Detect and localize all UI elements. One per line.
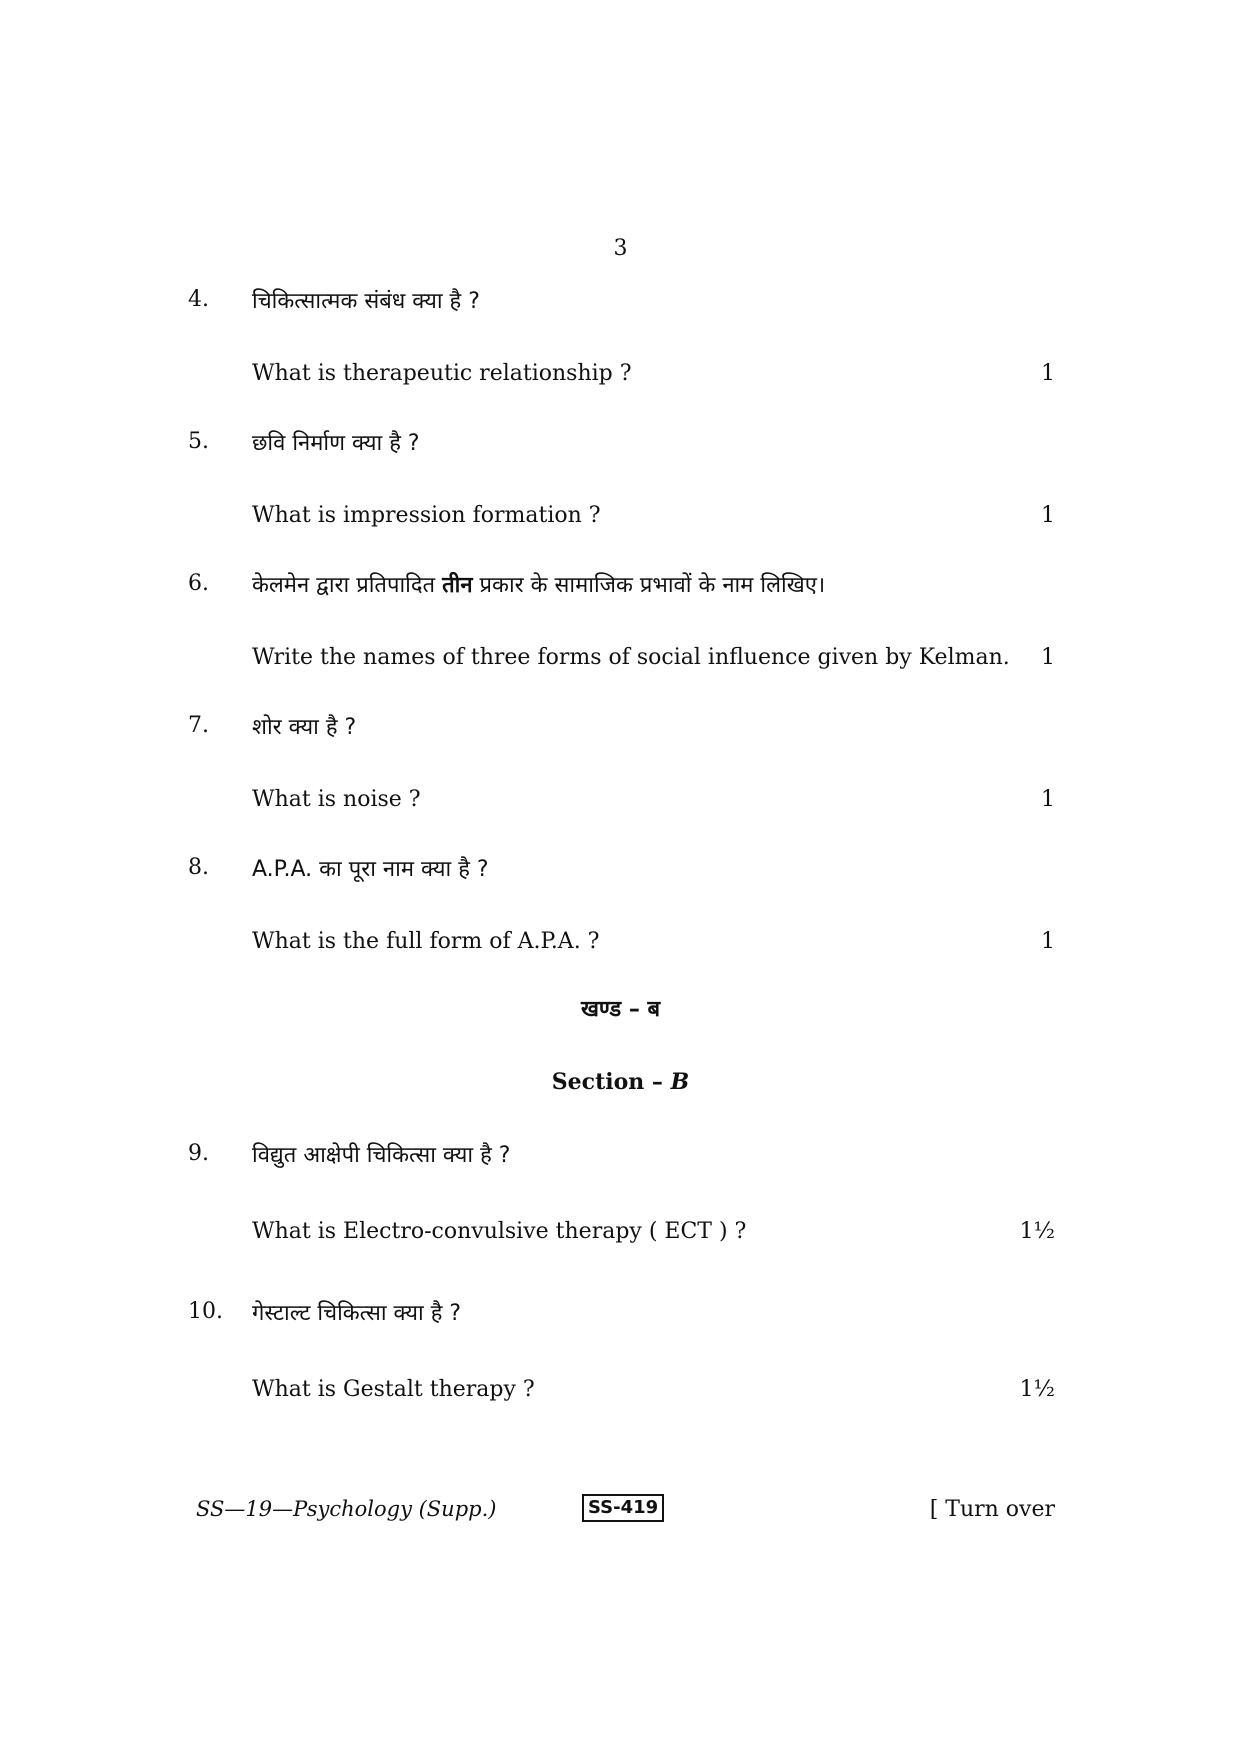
question-text-hindi: A.P.A. का पूरा नाम क्या है ?	[252, 857, 489, 882]
question-marks: 1	[1041, 361, 1055, 386]
question-marks: 1½	[1019, 1219, 1055, 1244]
question-text-english: What is Gestalt therapy ?	[252, 1377, 535, 1402]
question-text-hindi: गेस्टाल्ट चिकित्सा क्या है ?	[252, 1301, 462, 1326]
question-text-hindi: विद्युत आक्षेपी चिकित्सा क्या है ?	[252, 1143, 511, 1168]
question-text-english: What is Electro-convulsive therapy ( ECT ) ?	[252, 1219, 747, 1244]
question-number: 7.	[188, 713, 209, 738]
question-number: 10.	[188, 1299, 223, 1324]
question-marks: 1	[1041, 787, 1055, 812]
question-number: 8.	[188, 855, 209, 880]
question-text-hindi	[252, 569, 825, 599]
question-text-english: Write the names of three forms of social influence given by Kelman.	[252, 645, 1010, 670]
question-text-hindi-part: प्रकार के सामाजिक प्रभावों के नाम लिखिए।	[472, 573, 826, 598]
section-heading-hindi: खण्ड – ब	[580, 997, 661, 1022]
section-heading-prefix: Section –	[551, 1069, 671, 1095]
question-marks: 1½	[1019, 1377, 1055, 1402]
question-number: 5.	[188, 429, 209, 454]
question-number: 9.	[188, 1141, 209, 1166]
question-text-hindi: शोर क्या है ?	[252, 715, 357, 740]
question-text-hindi: छवि निर्माण क्या है ?	[252, 431, 420, 456]
question-marks: 1	[1041, 503, 1055, 528]
question-text-english: What is therapeutic relationship ?	[252, 361, 632, 386]
question-number: 4.	[188, 287, 209, 312]
section-heading-letter: B	[670, 1069, 690, 1095]
question-number: 6.	[188, 571, 209, 596]
footer-turn-over: [ Turn over	[929, 1497, 1055, 1522]
page-number: 3	[613, 236, 628, 261]
footer-paper-code: SS—19—Psychology (Supp.)	[196, 1497, 497, 1521]
question-marks: 1	[1041, 645, 1055, 670]
question-text-english: What is the full form of A.P.A. ?	[252, 929, 600, 954]
section-heading-english	[0, 1069, 1241, 1095]
question-text-hindi-part: केलमेन द्वारा प्रतिपादित	[252, 573, 443, 598]
question-text-hindi-bold: तीन	[442, 573, 473, 598]
question-marks: 1	[1041, 929, 1055, 954]
question-text-hindi: चिकित्सात्मक संबंध क्या है ?	[252, 289, 480, 314]
question-text-english: What is noise ?	[252, 787, 421, 812]
question-text-english: What is impression formation ?	[252, 503, 601, 528]
footer-series-code: SS-419	[582, 1494, 664, 1522]
